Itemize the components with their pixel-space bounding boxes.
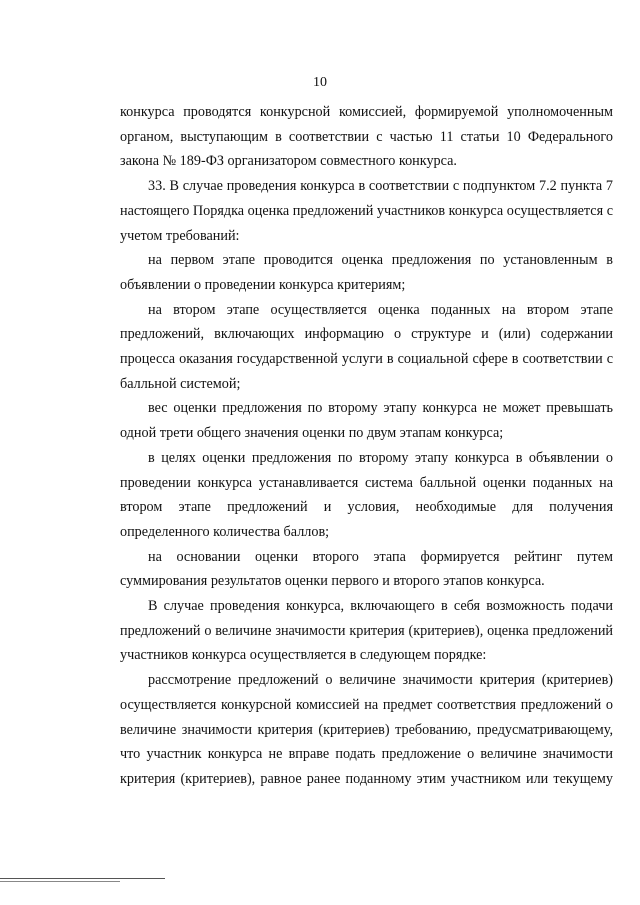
paragraph-rating: на основании оценки второго этапа формируется рейтинг путем суммирования результатов оценки первого и второго этапов конкурса. (120, 548, 613, 590)
paragraph-weight: вес оценки предложения по второму этапу конкурса не может превышать одной трети общего значения оценки по двум этапам конкурса; (120, 400, 613, 442)
paragraph-first-stage: на первом этапе проводится оценка предложения по установленным в объявлении о проведении конкурса критериям; (120, 252, 613, 293)
footer-rule (0, 878, 165, 879)
footer-rule-secondary (0, 881, 120, 882)
document-body (120, 100, 613, 792)
paragraph-review: рассмотрение предложений о величине значимости критерия (критериев) осуществляется конкурсной комиссией на предмет соответствия предложений о величине значимости критерия (критериев) требованию, предусматривающему, что участник конкурса не вправе подать предложение о величине значимости критерия (критериев), равное ранее поданному этим участником или текущему (120, 672, 613, 787)
paragraph-scoring-system: в целях оценки предложения по второму этапу конкурса в объявлении о проведении конкурса устанавливается система балльной оценки поданных на втором этапе предложений и условия, необходимые для получения определенного количества баллов; (120, 449, 613, 540)
page-number: 10 (313, 75, 327, 90)
paragraph-continuation: конкурса проводятся конкурсной комиссией, формируемой уполномоченным органом, выступающим в соответствии с частью 11 статьи 10 Федерального закона № 189-ФЗ организатором совместного конкурса. (120, 104, 613, 170)
paragraph-significance-proposals: В случае проведения конкурса, включающего в себя возможность подачи предложений о величине значимости критерия (критериев), оценка предложений участников конкурса осуществляется в следующем порядке: (120, 598, 613, 664)
paragraph-clause-33: 33. В случае проведения конкурса в соответствии с подпунктом 7.2 пункта 7 настоящего Порядка оценка предложений участников конкурса осуществляется с учетом требований: (120, 178, 613, 244)
paragraph-second-stage: на втором этапе осуществляется оценка поданных на втором этапе предложений, включающих информацию о структуре и (или) содержании процесса оказания государственной услуги в социальной сфере в соответствии с балльной системой; (120, 301, 613, 392)
